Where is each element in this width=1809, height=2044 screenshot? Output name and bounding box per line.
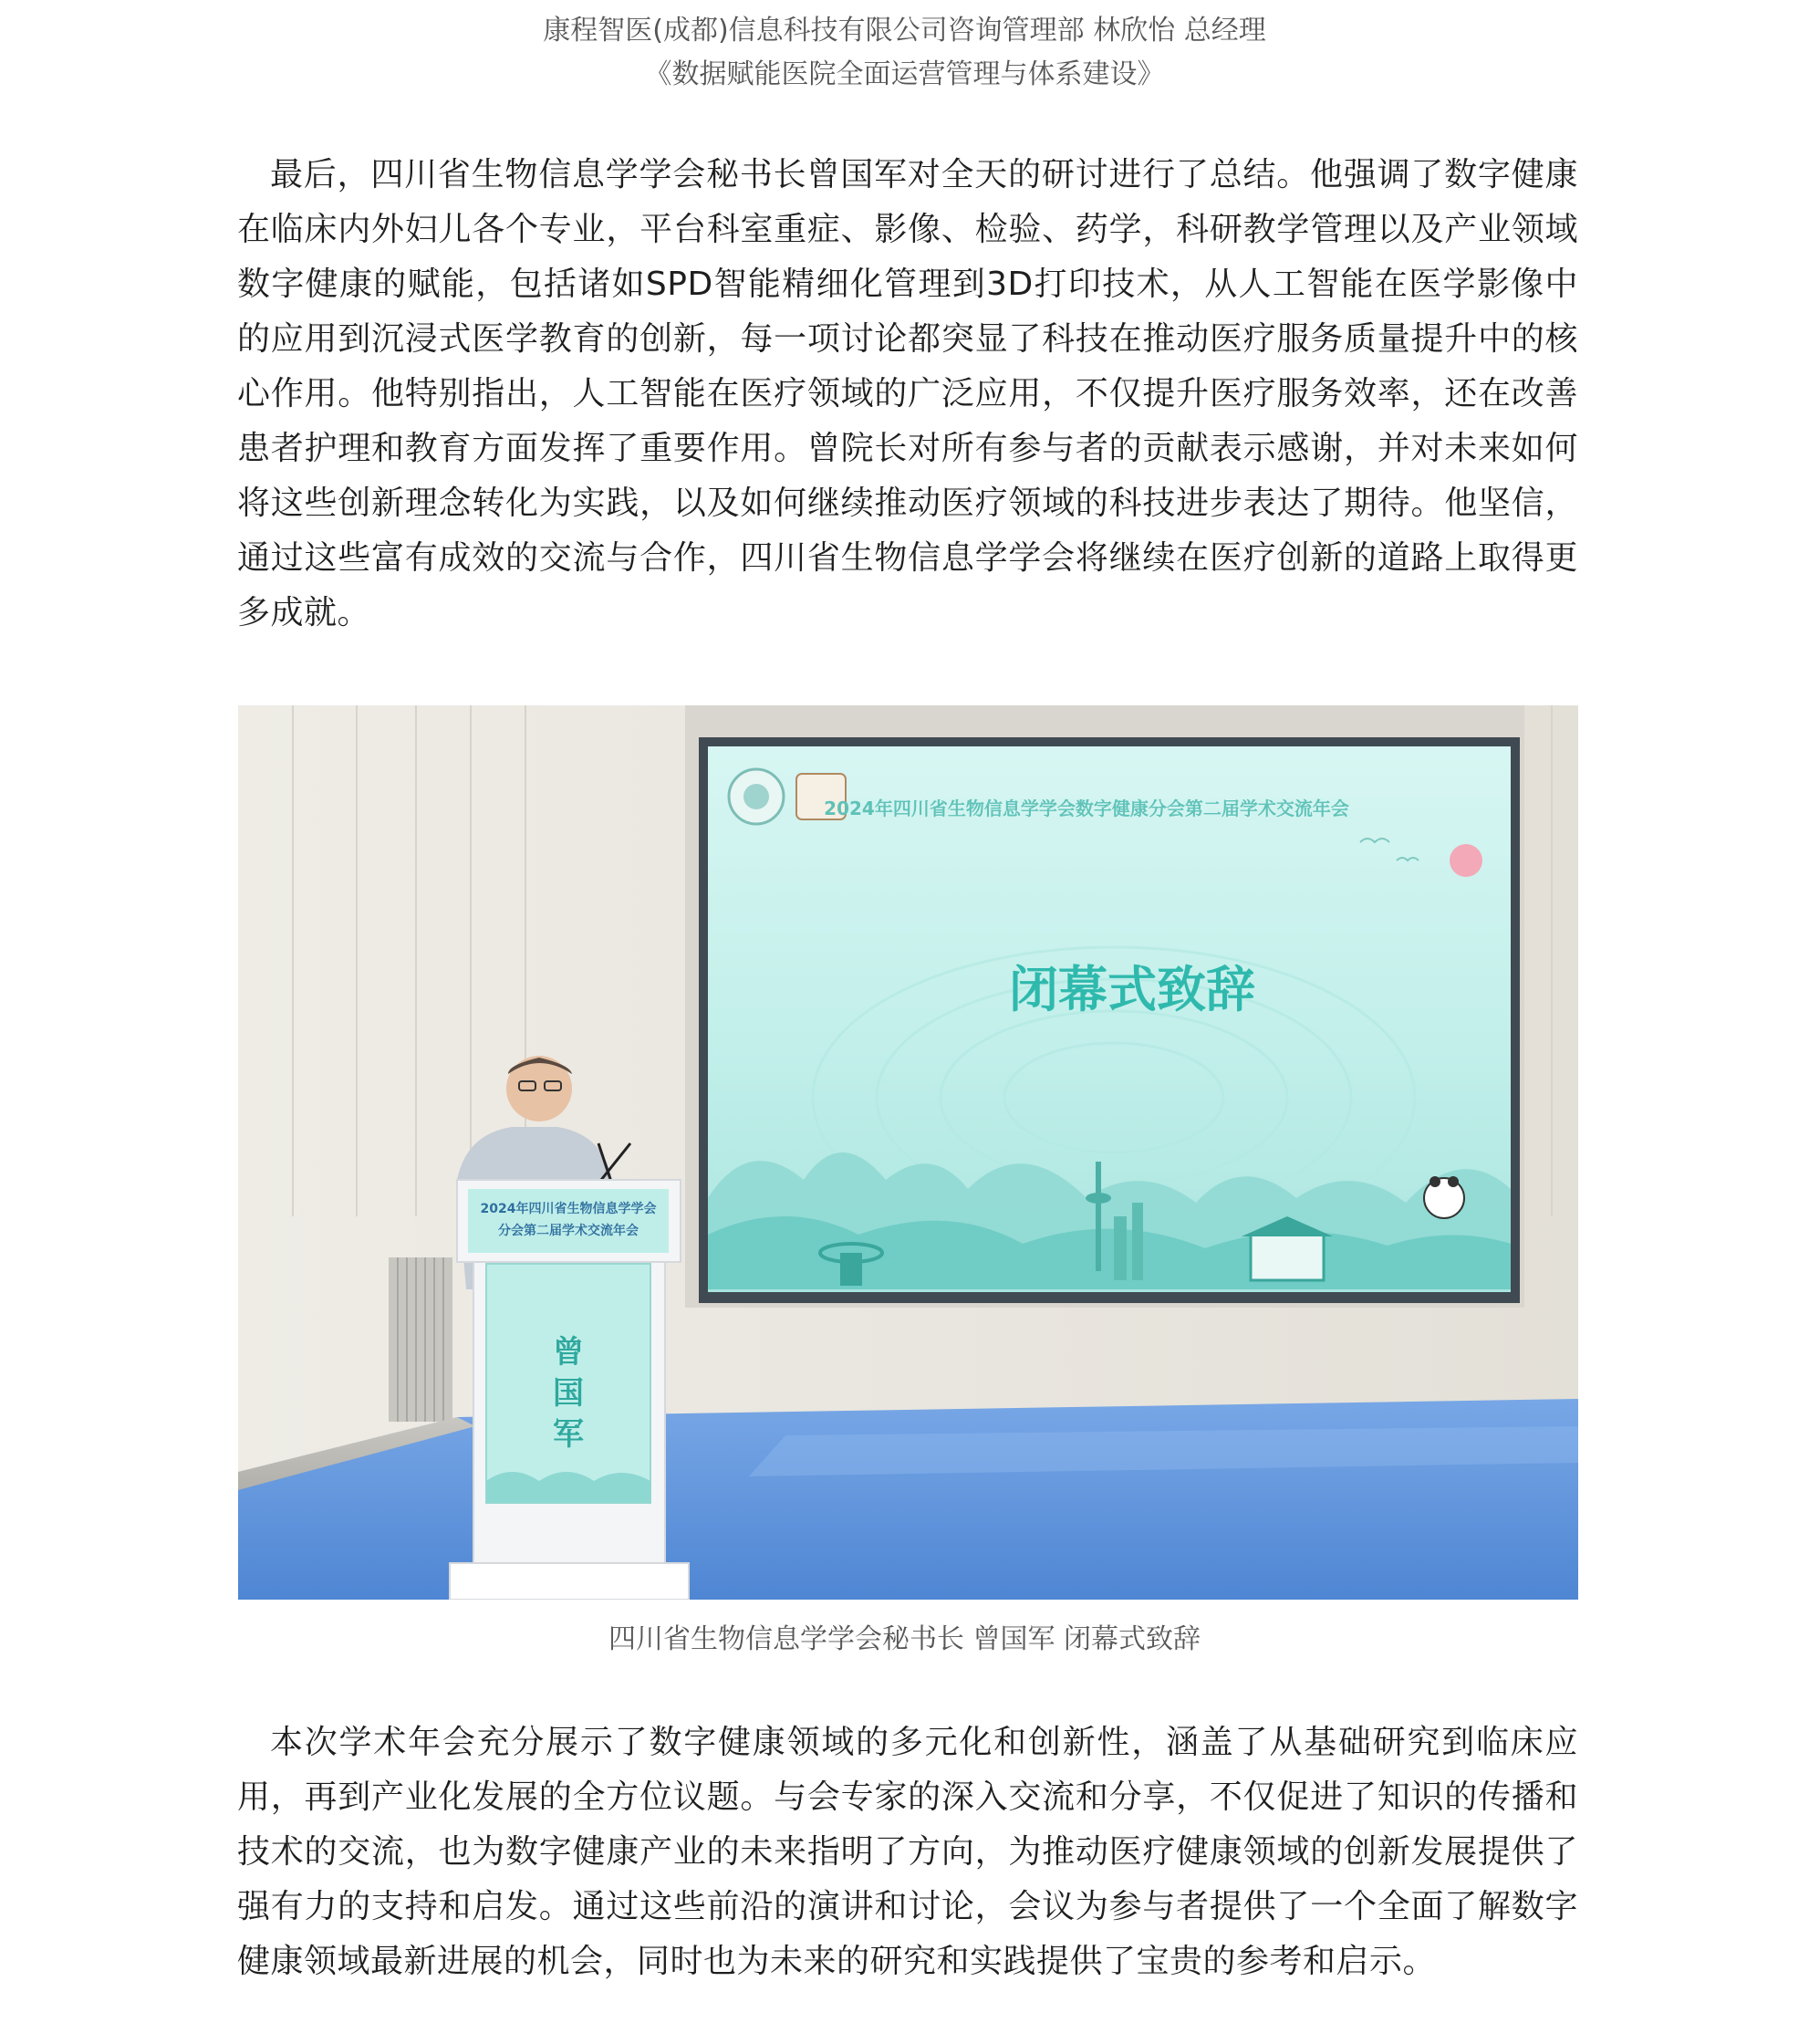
svg-text:国: 国 xyxy=(553,1375,584,1412)
podium-name: 曾 xyxy=(553,1334,584,1371)
top-caption-line1: 康程智医(成都)信息科技有限公司咨询管理部 林欣怡 总经理 xyxy=(543,15,1266,47)
svg-text:军: 军 xyxy=(553,1416,584,1453)
conference-summary-paragraph: 本次学术年会充分展示了数字健康领域的多元化和创新性，涵盖了从基础研究到临床应用，再到产业化发展的全方位议题。与会专家的深入交流和分享，不仅促进了知识的传播和技术的交流，也为数字健康产业的未来指明了方向，为推动医疗健康领域的创新发展提供了强有力的支持和启发。通过这些前沿的演讲和讨论，会议为参与者提供了一个全面了解数字健康领域最新进展的机会，同时也为未来的研究和实践提供了宝贵的参考和启示。 xyxy=(237,1724,1578,1980)
podium xyxy=(450,1180,689,1600)
screen-header: 2024年四川省生物信息学学会数字健康分会第二届学术交流年会 xyxy=(824,798,1349,819)
podium-header-line2: 分会第二届学术交流年会 xyxy=(498,1224,639,1238)
closing-summary-paragraph: 最后，四川省生物信息学学会秘书长曾国军对全天的研讨进行了总结。他强调了数字健康在临床内外妇儿各个专业，平台科室重症、影像、检验、药学，科研教学管理以及产业领域数字健康的赋能，包括诸如SPD智能精细化管理到3D打印技术，从人工智能在医学影像中的应用到沉浸式医学教育的创新，每一项讨论都突显了科技在推动医疗服务质量提升中的核心作用。他特别指出，人工智能在医疗领域的广泛应用，不仅提升医疗服务效率，还在改善患者护理和教育方面发挥了重要作用。曾院长对所有参与者的贡献表示感谢，并对未来如何将这些创新理念转化为实践，以及如何继续推动医疗领域的科技进步表达了期待。他坚信，通过这些富有成效的交流与合作，四川省生物信息学学会将继续在医疗创新的道路上取得更多成就。 xyxy=(237,156,1578,631)
event-photo xyxy=(238,705,1578,1600)
top-caption-line2: 《数据赋能医院全面运营管理与体系建设》 xyxy=(644,58,1165,90)
photo-caption: 四川省生物信息学学会秘书长 曾国军 闭幕式致辞 xyxy=(608,1623,1201,1655)
screen-title: 闭幕式致辞 xyxy=(1009,961,1255,1018)
sun-decoration-icon xyxy=(1450,844,1482,877)
podium-header-line1: 2024年四川省生物信息学学会 xyxy=(480,1202,657,1216)
